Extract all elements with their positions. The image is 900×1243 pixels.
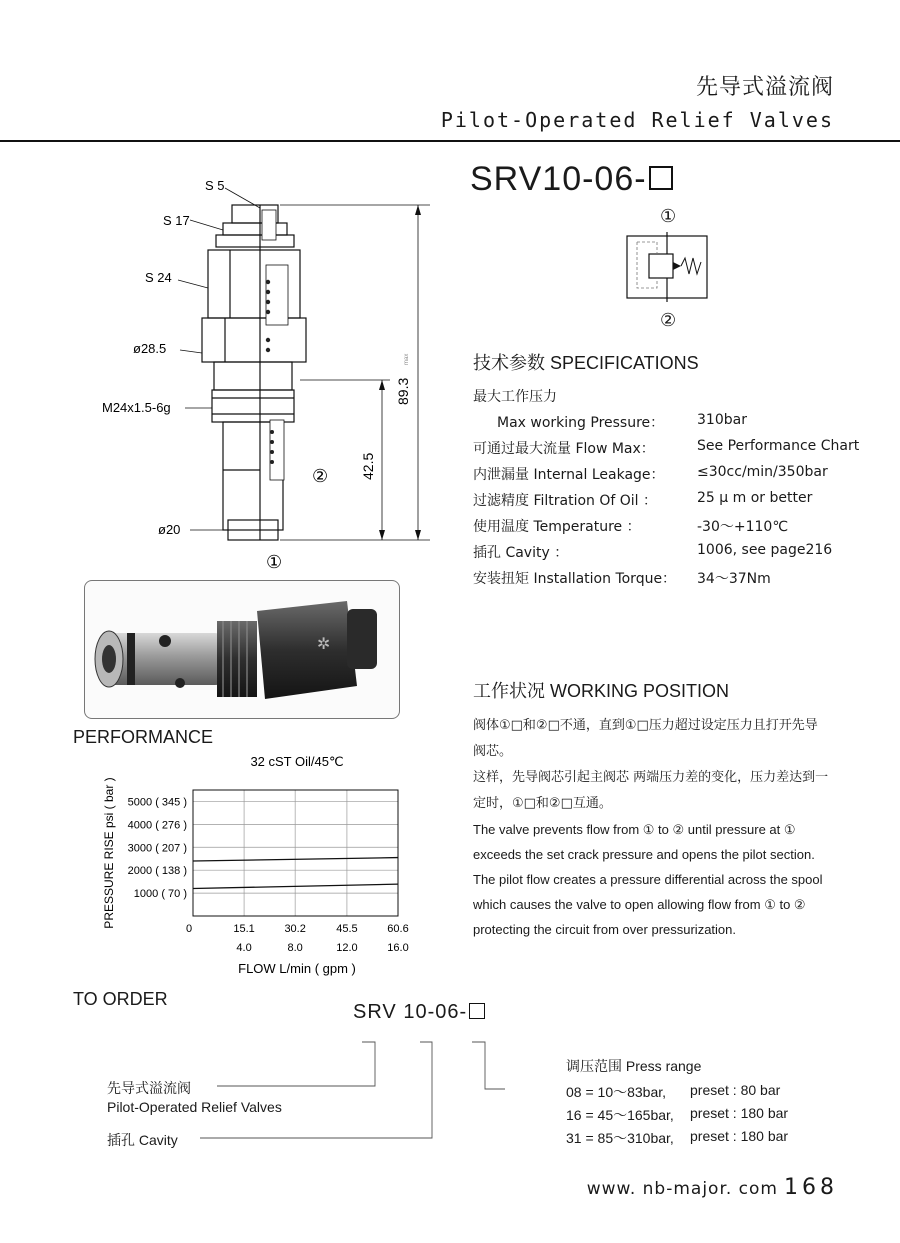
spec-label: Max working Pressure：: [497, 415, 665, 431]
model-code-placeholder-box: [649, 166, 673, 190]
valve-photo-illustration: [85, 581, 399, 718]
dim-overall-note: max: [404, 353, 410, 365]
spec-row: [473, 516, 893, 542]
dim-label-s5: S 5: [205, 178, 225, 193]
dim-label-s24: S 24: [145, 270, 172, 285]
relief-valve-symbol: [625, 232, 710, 302]
dim-overall-length: 89.3: [395, 377, 411, 405]
chart-x-tick-label: 45.5: [336, 923, 358, 935]
footer-url[interactable]: www. nb-major. com: [586, 1179, 778, 1199]
dim-lower-length: 42.5: [360, 452, 376, 480]
drawing-port-2-label: ②: [312, 466, 329, 487]
order-range-list: [566, 1082, 826, 1151]
order-range-value: = 85～310bar,: [585, 1130, 674, 1146]
spec-row: [473, 438, 893, 464]
order-range-value: = 45～165bar,: [585, 1107, 674, 1123]
header-divider: [0, 140, 900, 142]
chart-x-tick-label-secondary: 16.0: [387, 942, 409, 954]
spec-label: 可通过最大流量 Flow Max：: [473, 441, 655, 457]
footer: [587, 1175, 838, 1200]
order-range-code: 16: [566, 1107, 582, 1123]
spec-value: -30～+110℃: [697, 519, 789, 535]
order-range-preset: preset : 180 bar: [690, 1128, 789, 1144]
spec-label: 安装扭矩 Installation Torque：: [473, 571, 677, 587]
working-en-line: which causes the valve to open allowing flow from ① to ②: [473, 897, 806, 912]
working-en-line: exceeds the set crack pressure and opens the pilot section.: [473, 847, 815, 862]
working-cn-line: 阀芯。: [473, 744, 513, 759]
chart-x-tick-label: 30.2: [284, 923, 306, 935]
spec-label: 内泄漏量 Internal Leakage：: [473, 467, 665, 483]
spec-row: [473, 412, 893, 438]
model-code-text: SRV10-06-: [470, 160, 647, 198]
order-name-cn: 先导式溢流阀: [107, 1080, 191, 1096]
dim-label-thread: M24x1.5-6g: [102, 400, 171, 415]
order-range-preset: preset : 180 bar: [690, 1105, 789, 1121]
specs-table: [473, 386, 893, 594]
chart-x-tick-label-secondary: 12.0: [336, 942, 358, 954]
order-name-en: Pilot-Operated Relief Valves: [107, 1099, 282, 1115]
order-range-title: 调压范围 Press range: [566, 1058, 702, 1074]
order-range-item: [566, 1128, 826, 1151]
spec-value: ≤30cc/min/350bar: [697, 464, 828, 480]
working-en-line: The pilot flow creates a pressure differential across the spool: [473, 872, 823, 887]
order-code-placeholder-box: [469, 1003, 485, 1019]
spec-value: 310bar: [697, 412, 747, 428]
working-cn-line: 这样，先导阀芯引起主阀芯 两端压力差的变化，压力差达到一: [473, 770, 829, 785]
chart-y-axis-label: PRESSURE RISE psi ( bar ): [102, 777, 116, 929]
working-title: 工作状况 WORKING POSITION: [473, 681, 730, 701]
spec-row: [473, 490, 893, 516]
order-range-preset: preset : 80 bar: [690, 1082, 781, 1098]
spec-row: [473, 542, 893, 568]
order-range-item: [566, 1082, 826, 1105]
chart-y-tick-label: 1000 ( 70 ): [133, 888, 187, 901]
chart-x-origin-label: 0: [185, 923, 193, 935]
chart-y-tick-label: 4000 ( 276 ): [127, 819, 187, 832]
chart-y-tick-label: 5000 ( 345 ): [127, 796, 187, 809]
working-en-line: protecting the circuit from over pressurization.: [473, 922, 736, 937]
working-en-line: The valve prevents flow from ① to ② until pressure at ①: [473, 822, 796, 837]
chart-x-tick-label: 60.6: [387, 923, 409, 935]
page-number: 168: [784, 1175, 838, 1200]
brand-logo-icon: ✲: [317, 634, 331, 653]
chart-x-tick-label-secondary: 4.0: [236, 942, 252, 954]
drawing-port-1-label: ①: [266, 552, 283, 573]
working-cn-line: 定时，①□和②□互通。: [473, 796, 612, 811]
header-title-cn: 先导式溢流阀: [695, 75, 834, 100]
header-title-en: Pilot-Operated Relief Valves: [440, 108, 834, 132]
order-code: [353, 1001, 485, 1024]
dim-label-hex-dia: ø28.5: [133, 341, 167, 356]
order-cavity: 插孔 Cavity: [107, 1132, 178, 1148]
order-title: TO ORDER: [73, 989, 168, 1009]
dim-label-s17: S 17: [163, 213, 190, 228]
spec-label: 使用温度 Temperature ：: [473, 519, 641, 535]
performance-title: PERFORMANCE: [73, 727, 214, 747]
order-range-code: 31: [566, 1130, 582, 1146]
symbol-port-2-label: ②: [660, 310, 677, 331]
spec-row: [473, 386, 893, 412]
working-cn-line: 阀体①□和②□不通，直到①□压力超过设定压力且打开先导: [473, 718, 818, 733]
chart-title: 32 cST Oil/45℃: [250, 754, 344, 769]
order-code-text: SRV 10-06-: [353, 1001, 468, 1023]
spec-label: 过滤精度 Filtration Of Oil ：: [473, 493, 658, 509]
order-code-leaders: [195, 1038, 505, 1144]
chart-y-tick-label: 3000 ( 207 ): [127, 842, 187, 855]
spec-value: See Performance Chart: [697, 438, 860, 454]
spec-value: 25 μ m or better: [697, 490, 813, 506]
symbol-port-1-label: ①: [660, 206, 677, 227]
working-description: [473, 713, 893, 942]
performance-chart: [95, 750, 425, 980]
chart-x-axis-label: FLOW L/min ( gpm ): [238, 961, 356, 976]
spec-label: 最大工作压力: [473, 389, 557, 405]
spec-row: [473, 568, 893, 594]
valve-dimension-drawing: [90, 170, 440, 580]
spec-value: 34～37Nm: [697, 571, 771, 587]
chart-x-tick-label: 15.1: [233, 923, 255, 935]
order-range-code: 08: [566, 1084, 582, 1100]
dim-label-tip-dia: ø20: [158, 522, 181, 537]
spec-row: [473, 464, 893, 490]
spec-value: 1006, see page216: [697, 542, 833, 558]
order-range-item: [566, 1105, 826, 1128]
product-photo: [84, 580, 400, 719]
chart-x-tick-label-secondary: 8.0: [287, 942, 303, 954]
order-range-value: = 10～83bar,: [585, 1084, 667, 1100]
spec-label: 插孔 Cavity ：: [473, 545, 569, 561]
chart-y-tick-label: 2000 ( 138 ): [127, 865, 187, 878]
model-code: [470, 160, 673, 199]
specs-title: 技术参数 SPECIFICATIONS: [473, 353, 699, 373]
